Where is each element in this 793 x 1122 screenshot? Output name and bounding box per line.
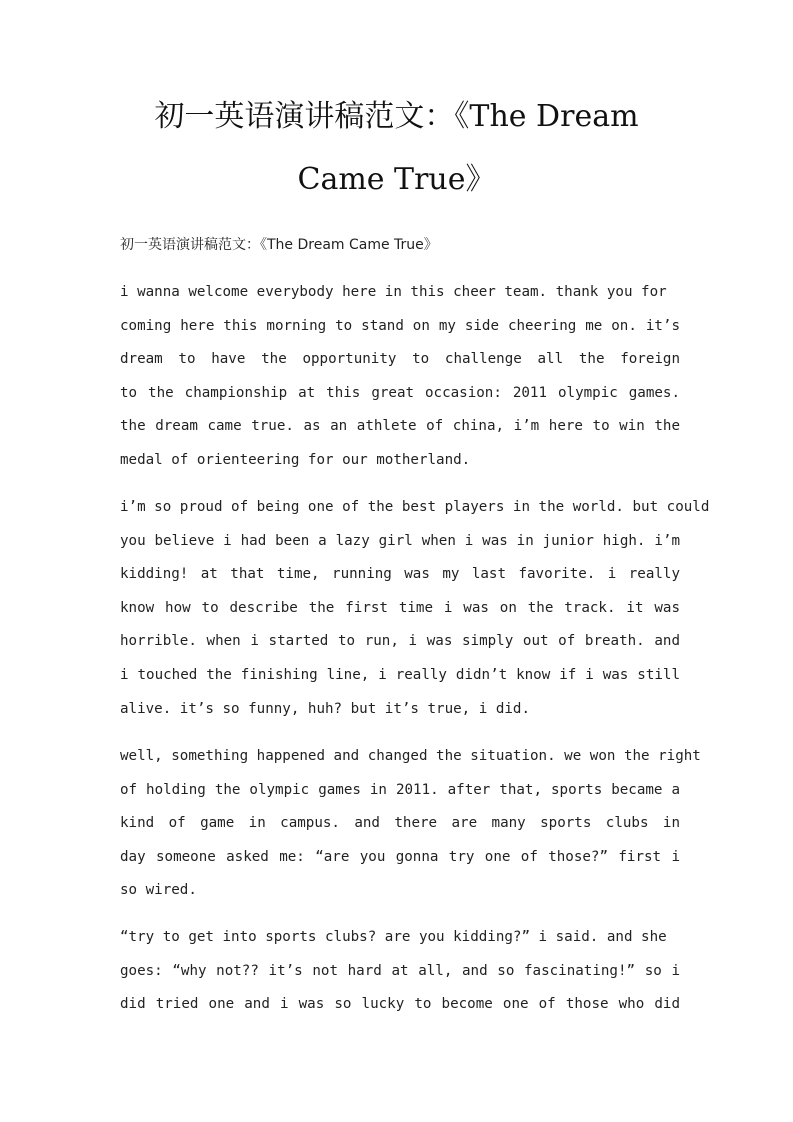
text-line: i touched the finishing line, i really didn’t know if i was still bbox=[120, 666, 680, 683]
text-line: of holding the olympic games in 2011. after that, sports became a bbox=[120, 781, 680, 798]
paragraph-3 bbox=[120, 740, 701, 908]
text-line: horrible. when i started to run, i was simply out of breath. and bbox=[120, 633, 680, 650]
text-line: day someone asked me: “are you gonna try one of those?” first i bbox=[120, 848, 680, 865]
document-title-line-1: 初一英语演讲稿范文：《The Dream bbox=[154, 99, 639, 134]
text-line: kind of game in campus. and there are many sports clubs in bbox=[120, 815, 680, 832]
document-title-line-2: Came True》 bbox=[297, 162, 496, 197]
text-line: dream to have the opportunity to challenge all the foreign bbox=[120, 351, 680, 368]
text-line: “try to get into sports clubs? are you kidding?” i said. and she bbox=[120, 929, 667, 945]
text-line: alive. it’s so funny, huh? but it’s true, i did. bbox=[120, 700, 530, 717]
paragraph-2 bbox=[120, 491, 710, 726]
paragraph-1 bbox=[120, 276, 680, 478]
text-line: know how to describe the first time i was on the track. it was bbox=[120, 599, 680, 616]
text-line: i’m so proud of being one of the best players in the world. but could bbox=[120, 499, 710, 515]
text-line: you believe i had been a lazy girl when i was in junior high. i’m bbox=[120, 532, 680, 549]
text-line: well, something happened and changed the situation. we won the right bbox=[120, 748, 701, 764]
document-subtitle: 初一英语演讲稿范文：《The Dream Came True》 bbox=[120, 237, 438, 253]
text-line: the dream came true. as an athlete of china, i’m here to win the bbox=[120, 418, 680, 435]
paragraph-4 bbox=[120, 921, 680, 1022]
text-line: coming here this morning to stand on my side cheering me on. it’s bbox=[120, 317, 680, 334]
text-line: did tried one and i was so lucky to become one of those who did bbox=[120, 996, 680, 1013]
text-line: goes: “why not?? it’s not hard at all, and so fascinating!” so i bbox=[120, 962, 680, 979]
text-line: kidding! at that time, running was my last favorite. i really bbox=[120, 566, 680, 583]
text-line: to the championship at this great occasion: 2011 olympic games. bbox=[120, 384, 680, 401]
text-line: so wired. bbox=[120, 882, 197, 899]
text-line: medal of orienteering for our motherland. bbox=[120, 451, 471, 468]
text-line: i wanna welcome everybody here in this cheer team. thank you for bbox=[120, 284, 667, 300]
